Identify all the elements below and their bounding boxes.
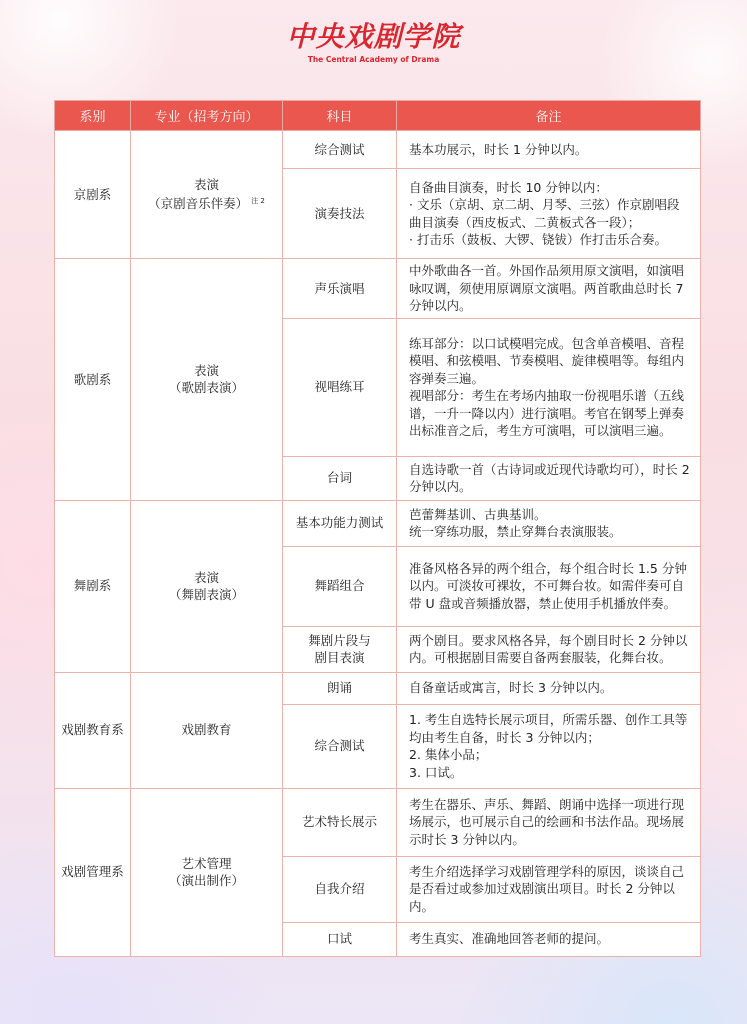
subject-line: 基本功能力测试 [295,515,384,531]
subject-cell [283,318,397,456]
major-cell [131,672,283,788]
dept-cell: 舞剧系 [55,500,131,672]
note-paragraph: 2. 集体小品； [409,747,488,762]
subject-line: 综合测试 [314,738,365,754]
table-row [55,788,701,856]
note-cell [397,922,701,956]
major-line: 表演 [193,176,219,192]
subject-cell [283,259,397,319]
column-header-major: 专业（招考方向） [131,101,283,131]
major-line: 表演 [193,362,219,378]
subject-line: 综合测试 [314,141,365,157]
subject-line: 台词 [326,470,352,486]
note-paragraph: · 打击乐（鼓板、大锣、铙钹）作打击乐合奏。 [409,232,667,247]
table-row [55,672,701,704]
subject-line: 视唱练耳 [314,379,365,395]
subject-line: 艺术特长展示 [301,814,377,830]
note-paragraph: 基本功展示，时长 1 分钟以内。 [409,141,588,157]
subject-cell [283,856,397,922]
subject-cell [283,672,397,704]
subject-line: 声乐演唱 [314,280,365,296]
subject-cell [283,131,397,169]
note-cell [397,131,701,169]
subject-line: 口试 [326,931,352,947]
column-header-dept: 系别 [55,101,131,131]
dept-cell: 京剧系 [55,131,131,259]
major-line: （歌剧表演） [168,380,244,396]
subject-line: 自我介绍 [314,881,365,897]
subject-line: 朗诵 [326,680,352,696]
note-cell [397,259,701,319]
note-cell [397,318,701,456]
major-line: 艺术管理 [181,855,232,871]
note-paragraph: 自选诗歌一首（古诗词或近现代诗歌均可），时长 2 分钟以内。 [409,461,690,494]
major-line: （舞剧表演） [168,587,244,602]
dept-cell: 戏剧教育系 [55,672,131,788]
major-line: （京剧音乐伴奏） [148,196,249,212]
note-cell [397,788,701,856]
academy-logo: 中央戏剧学院 [286,20,461,53]
major-line-with-note [131,193,282,213]
table-row [55,131,701,169]
note-paragraph: 考生在器乐、声乐、舞蹈、朗诵中选择一项进行现场展示，也可展示自己的绘画和书法作品。现场展示时长 3 分钟以内。 [409,796,685,847]
dept-cell: 戏剧管理系 [55,788,131,956]
note-cell [397,456,701,500]
dept-cell: 歌剧系 [55,259,131,501]
major-line: 戏剧教育 [181,722,232,738]
subject-cell [283,500,397,546]
note-cell [397,704,701,788]
note-cell [397,546,701,626]
note-paragraph: 考生真实、准确地回答老师的提问。 [409,931,610,947]
note-cell [397,169,701,259]
note-paragraph: 1. 考生自选特长展示项目，所需乐器、创作工具等均由考生自备，时长 3 分钟以内； [409,712,688,745]
subject-cell [283,704,397,788]
subject-line: 舞剧片段与 [308,632,371,648]
note-paragraph: 考生介绍选择学习戏剧管理学科的原因，谈谈自己是否看过或参加过戏剧演出项目。时长 2 分钟以内。 [409,863,685,914]
subject-cell [283,456,397,500]
subject-line: 舞蹈组合 [314,578,365,594]
note-cell [397,626,701,672]
subject-cell [283,788,397,856]
subject-cell [283,922,397,956]
note-cell [397,500,701,546]
table-row [55,259,701,319]
major-footnote-mark: 注 2 [251,197,265,206]
exam-subjects-table [54,100,701,957]
subject-cell [283,169,397,259]
academy-logo-english: The Central Academy of Drama [307,55,440,64]
note-paragraph: 芭蕾舞基训、古典基训。 [409,506,547,522]
major-line: （演出制作） [168,873,244,888]
note-paragraph: 准备风格各异的两个组合，每个组合时长 1.5 分钟以内。可淡妆可裸妆，不可舞台妆。如需伴奏可自带 U 盘或音频播放器，禁止使用手机播放伴奏。 [409,560,687,611]
note-paragraph: 视唱部分：考生在考场内抽取一份视唱乐谱（五线谱，一升一降以内）进行演唱。考官在钢琴上弹奏出标准音之后，考生方可演唱，可以演唱三遍。 [409,388,685,438]
note-paragraph: 练耳部分：以口试模唱完成。包含单音模唱、音程模唱、和弦模唱、节奏模唱、旋律模唱等。每组内容弹奏三遍。 [409,335,685,386]
major-cell [131,788,283,956]
column-header-subject: 科目 [283,101,397,131]
major-line: 表演 [193,569,219,585]
note-cell [397,856,701,922]
subject-line: 剧目表演 [314,650,365,665]
note-paragraph: 统一穿练功服，禁止穿舞台表演服装。 [409,524,622,539]
note-paragraph: 中外歌曲各一首。外国作品须用原文演唱，如演唱咏叹调，须使用原调原文演唱。两首歌曲总时长 7 分钟以内。 [409,263,685,313]
subject-cell [283,626,397,672]
note-paragraph: 自备童话或寓言，时长 3 分钟以内。 [409,680,613,696]
major-cell [131,500,283,672]
note-paragraph: 3. 口试。 [409,764,463,780]
note-paragraph: · 文乐（京胡、京二胡、月琴、三弦）作京剧唱段曲目演奏（西皮板式、二黄板式各一段）； [409,197,680,230]
note-paragraph: 自备曲目演奏，时长 10 分钟以内： [409,179,608,195]
table-header-row [55,101,701,131]
note-cell [397,672,701,704]
major-cell [131,131,283,259]
header [0,20,747,64]
table-row [55,500,701,546]
column-header-note: 备注 [397,101,701,131]
subject-cell [283,546,397,626]
major-cell [131,259,283,501]
subject-line: 演奏技法 [314,205,365,221]
note-paragraph: 两个剧目。要求风格各异，每个剧目时长 2 分钟以内。可根据剧目需要自备两套服装，化舞台妆。 [409,632,688,665]
